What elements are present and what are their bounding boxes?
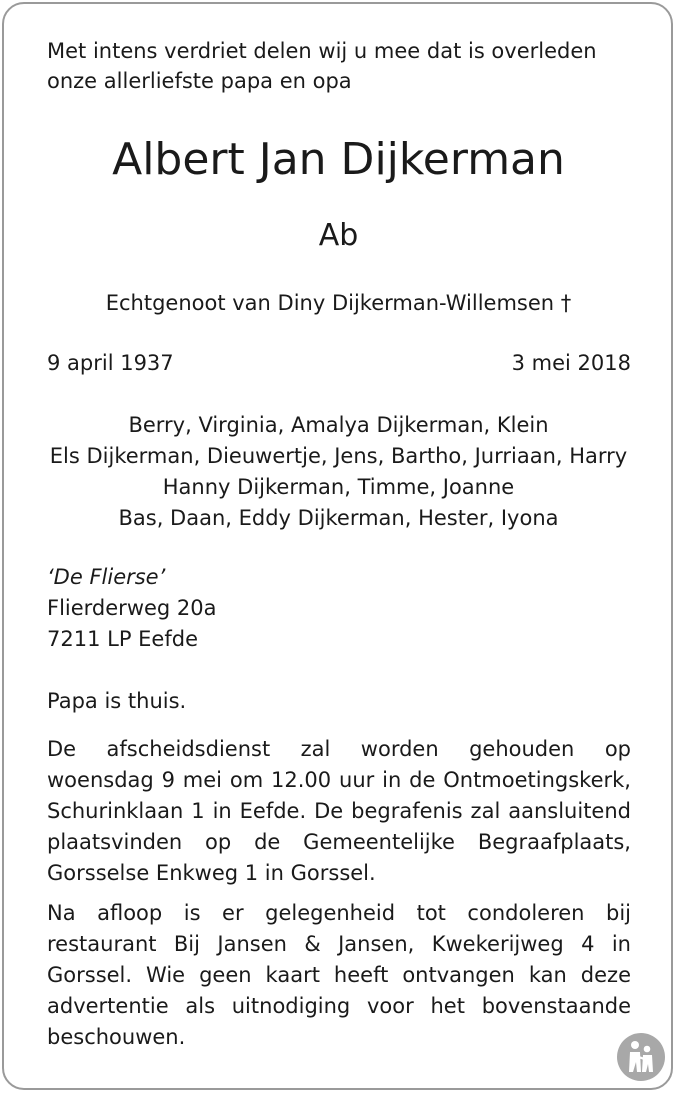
condolence-line: restaurant Bij Jansen & Jansen, Kwekerijweg 4 in: [47, 932, 631, 956]
family-line: Bas, Daan, Eddy Dijkerman, Hester, Iyona: [118, 506, 559, 530]
postal-city: 7211 LP Eefde: [47, 627, 198, 651]
intro-line: Met intens verdriet delen wij u mee dat is overleden: [47, 39, 597, 63]
address-block: [47, 562, 631, 655]
family-line: Hanny Dijkerman, Timme, Joanne: [162, 475, 515, 499]
service-line: De afscheidsdienst zal worden gehouden op: [47, 737, 631, 761]
family-line: Els Dijkerman, Dieuwertje, Jens, Bartho, Jurriaan, Harry: [49, 444, 628, 468]
street-address: Flierderweg 20a: [47, 596, 217, 620]
deceased-nickname: Ab: [318, 218, 359, 253]
death-date: 3 mei 2018: [511, 351, 631, 375]
condolence-line: beschouwen.: [47, 1025, 186, 1049]
family-line: Berry, Virginia, Amalya Dijkerman, Klein: [128, 413, 549, 437]
condolence-line: Na afloop is er gelegenheid tot condoleren bij: [47, 901, 631, 925]
deceased-name: Albert Jan Dijkerman: [112, 134, 565, 185]
birth-date: 9 april 1937: [47, 351, 174, 375]
thuis-note: Papa is thuis.: [47, 689, 187, 713]
condolence-paragraph: [47, 898, 631, 1053]
intro-line: onze allerliefste papa en opa: [47, 69, 352, 93]
condolence-line: Gorssel. Wie geen kaart heeft ontvangen kan deze: [47, 963, 631, 987]
service-paragraph: [47, 734, 631, 889]
condolence-line: advertentie als uitnodiging voor het bovenstaande: [47, 994, 631, 1018]
house-name: ‘De Flierse’: [47, 565, 166, 589]
service-line: plaatsvinden op de Gemeentelijke Begraafplaats,: [47, 830, 631, 854]
spouse-line: Echtgenoot van Diny Dijkerman-Willemsen †: [105, 291, 572, 315]
dates-row: [47, 348, 631, 378]
service-line: Schurinklaan 1 in Eefde. De begrafenis zal aansluitend: [47, 799, 631, 823]
intro-text: [47, 36, 631, 96]
service-line: Gorsselse Enkweg 1 in Gorssel.: [47, 861, 376, 885]
service-line: woensdag 9 mei om 12.00 uur in de Ontmoetingskerk,: [47, 768, 631, 792]
memorial-logo-icon: [616, 1032, 666, 1082]
family-list: [0, 410, 677, 534]
